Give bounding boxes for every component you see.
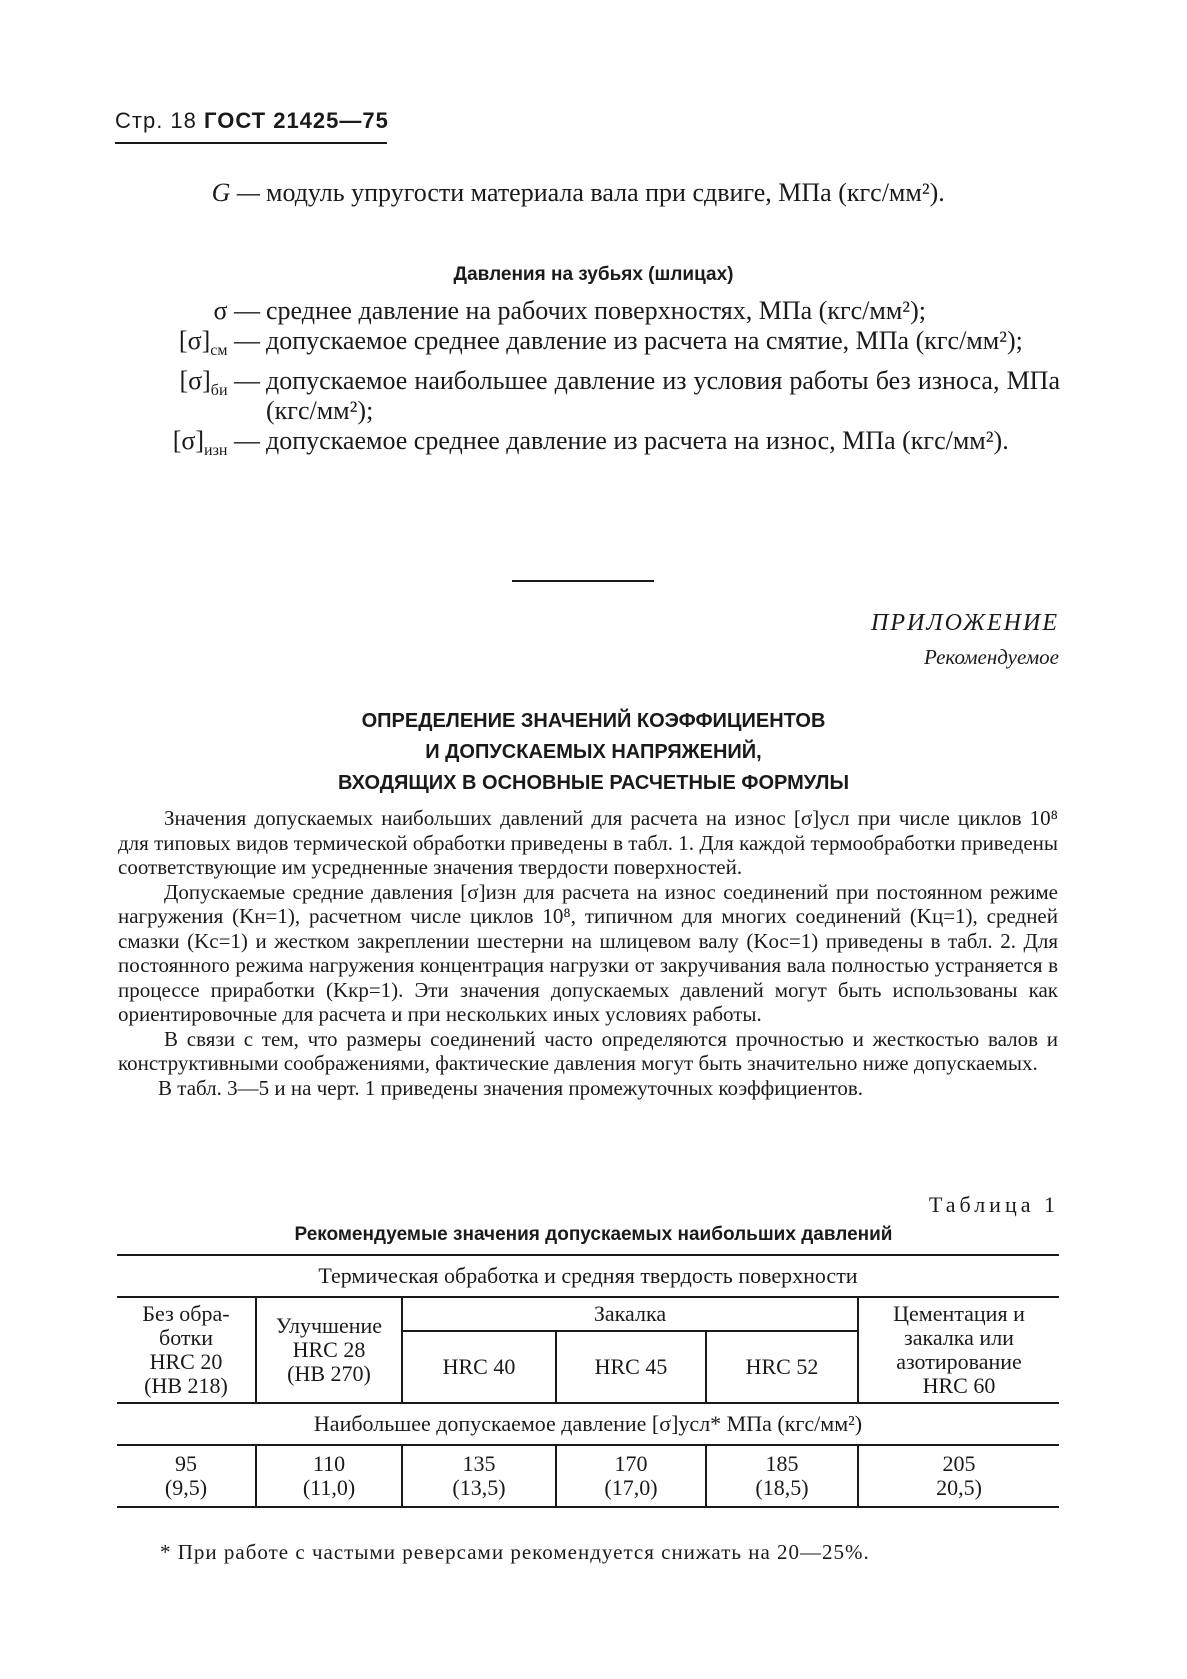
definition-item bbox=[150, 296, 1060, 326]
definition-text: модуль упругости материала вала при сдвиге, МПа (кгс/мм²). bbox=[266, 178, 945, 207]
appendix-title bbox=[0, 706, 1187, 799]
definition-text: допускаемое среднее давление из расчета на смятие, МПа (кгс/мм²); bbox=[266, 326, 1023, 355]
header-rule bbox=[115, 142, 387, 144]
appendix-label: ПРИЛОЖЕНИЕ bbox=[871, 610, 1059, 636]
definition-item bbox=[150, 426, 1060, 466]
definition-item bbox=[150, 326, 1060, 366]
table-top-header: Термическая обработка и средняя твердость поверхности bbox=[117, 1255, 1059, 1297]
page-number: Стр. 18 bbox=[115, 108, 197, 133]
definition-symbol: $[\sigma]_{би}$ — bbox=[179, 366, 260, 400]
col-improvement: Улучшение HRC 28 (HB 270) bbox=[256, 1297, 402, 1403]
definition-symbol: G — bbox=[211, 178, 260, 207]
paragraph: В табл. 3—5 и на черт. 1 приведены значения промежуточных коэффициентов. bbox=[158, 1075, 864, 1100]
title-line: ВХОДЯЩИХ В ОСНОВНЫЕ РАСЧЕТНЫЕ ФОРМУЛЫ bbox=[337, 772, 850, 794]
col-no-treatment: Без обра- ботки HRC 20 (HB 218) bbox=[117, 1297, 256, 1403]
sub-hrc40: HRC 40 bbox=[402, 1331, 556, 1403]
table-footnote: * При работе с частыми реверсами рекомендуется снижать на 20—25%. bbox=[160, 1540, 870, 1564]
definition-item bbox=[150, 366, 1060, 426]
table-cell: 205 20,5) bbox=[858, 1445, 1059, 1507]
definition-symbol: σ — bbox=[213, 296, 260, 325]
table-cell: 95 (9,5) bbox=[117, 1445, 256, 1507]
col-cementation: Цементация и закалка или азотирование HRC 60 bbox=[858, 1297, 1059, 1403]
table-cell: 135 (13,5) bbox=[402, 1445, 556, 1507]
title-line: И ДОПУСКАЕМЫХ НАПРЯЖЕНИЙ, bbox=[425, 741, 762, 763]
definition-symbol: $[\sigma]_{изн}$ — bbox=[172, 426, 260, 460]
section-divider bbox=[512, 580, 654, 582]
paragraph: Значения допускаемых наибольших давлений для расчета на износ [σ]усл при числе циклов 10⁸ для типовых видов термической обработки приведены в табл. 1. Для каждой термообработки приведены соответствующие им усредненные значения твердости поверхностей. bbox=[118, 806, 1058, 879]
paragraph: Допускаемые средние давления [σ]изн для расчета на износ соединений при постоянном режиме нагружения (Kн=1), расчетном числе циклов 10⁸, типичном для многих соединений (Kц=1), средней смазки (Kс=1) и жестком закреплении шестерни на шлицевом валу (Kос=1) приведены в табл. 2. Для постоянного режима нагружения концентрация нагрузки от закручивания вала полностью устраняется в процессе приработки (Kкр=1). Эти значения допускаемых давлений могут быть использованы как ориентировочные для расчета и при нескольких иных условиях работы. bbox=[118, 879, 1058, 1026]
sub-hrc52: HRC 52 bbox=[706, 1331, 858, 1403]
paragraph: В связи с тем, что размеры соединений часто определяются прочностью и жесткостью валов и конструктивными соображениями, фактические давления могут быть значительно ниже допускаемых. bbox=[118, 1026, 1058, 1075]
table-mid-header: Наибольшее допускаемое давление [σ]усл* МПа (кгс/мм²) bbox=[117, 1403, 1059, 1445]
definition-text: допускаемое наибольшее давление из условия работы без износа, МПа (кгс/мм²); bbox=[266, 366, 1060, 426]
definitions-pressure bbox=[150, 296, 1060, 466]
table-caption: Таблица 1 bbox=[928, 1192, 1059, 1217]
pressure-heading: Давления на зубьях (шлицах) bbox=[453, 264, 734, 285]
table-title: Рекомендуемые значения допускаемых наибольших давлений bbox=[294, 1224, 893, 1245]
body-text bbox=[118, 806, 1058, 1100]
title-line: ОПРЕДЕЛЕНИЕ ЗНАЧЕНИЙ КОЭФФИЦИЕНТОВ bbox=[361, 710, 826, 732]
table-cell: 185 (18,5) bbox=[706, 1445, 858, 1507]
table-cell: 170 (17,0) bbox=[556, 1445, 706, 1507]
definition-text: среднее давление на рабочих поверхностях, МПа (кгс/мм²); bbox=[266, 296, 926, 325]
table-cell: 110 (11,0) bbox=[256, 1445, 402, 1507]
definitions-top bbox=[150, 178, 1060, 208]
definition-symbol: $[\sigma]_{см}$ — bbox=[178, 326, 260, 360]
col-quenching: Закалка bbox=[402, 1297, 858, 1331]
definition-item bbox=[150, 178, 1060, 208]
gost-number: ГОСТ 21425—75 bbox=[204, 108, 389, 133]
page-header bbox=[115, 108, 389, 134]
definition-text: допускаемое среднее давление из расчета на износ, МПа (кгс/мм²). bbox=[266, 426, 1009, 456]
appendix-status: Рекомендуемое bbox=[924, 645, 1059, 669]
sub-hrc45: HRC 45 bbox=[556, 1331, 706, 1403]
pressure-table bbox=[117, 1254, 1059, 1508]
